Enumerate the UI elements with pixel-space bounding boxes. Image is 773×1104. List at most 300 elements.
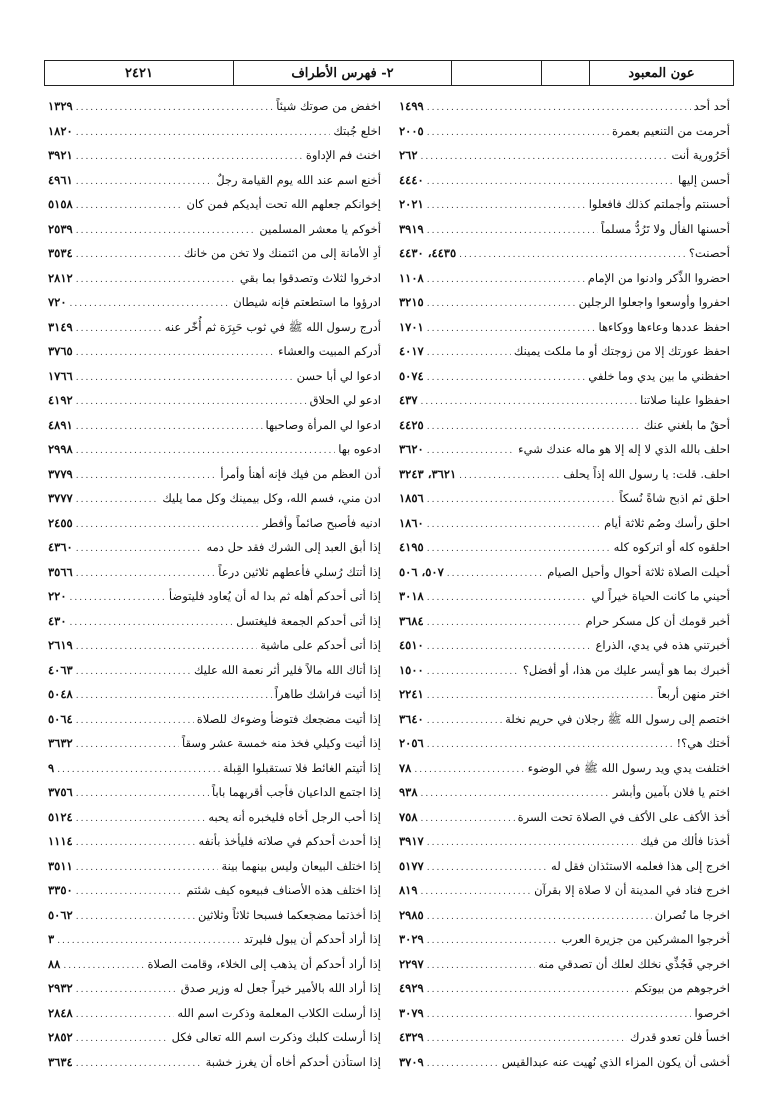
entry-ref-number: ٢٨٥٢ xyxy=(48,1030,73,1044)
entry-text: ادنيه فأصبح صائماً وأفطر xyxy=(262,515,381,530)
entry-text: أحصنت؟ xyxy=(688,246,730,260)
index-entry xyxy=(399,756,730,781)
entry-ref-number: ١٥٠٠ xyxy=(399,662,424,677)
index-entry xyxy=(48,315,381,340)
index-entry xyxy=(48,168,381,193)
entry-text: إذا أراد أحدكم أن يذهب إلى الخلاء، وقامت الصلاة xyxy=(147,956,381,971)
dot-leader xyxy=(76,684,272,707)
entry-text: أحسنتم وأجملتم كذلك فافعلوا xyxy=(588,197,730,211)
entry-text: احفظ عورتك إلا من زوجتك أو ما ملكت يمينك xyxy=(513,344,730,358)
entry-text: اختلفت يدي ويد رسول الله ﷺ في الوضوء xyxy=(527,760,730,775)
entry-ref-number: ٣٥١١ xyxy=(48,858,73,873)
entry-ref-number: ٣٠٢٩ xyxy=(399,932,424,946)
index-entry xyxy=(48,511,381,536)
dot-leader xyxy=(76,513,260,536)
entry-text: إذا أتتك رُسلي فأعطهم ثلاثين درعاً xyxy=(218,564,381,579)
index-entry xyxy=(48,805,381,830)
entry-ref-number: ٤٩٢٩ xyxy=(399,981,424,995)
dot-leader xyxy=(76,1027,169,1050)
index-entry xyxy=(48,976,381,1001)
dot-leader xyxy=(427,439,515,462)
entry-ref-number: ١١٠٨ xyxy=(399,270,424,285)
dot-leader xyxy=(76,341,275,364)
entry-ref-number: ٤٩٦١ xyxy=(48,172,73,187)
dot-leader xyxy=(76,366,294,389)
entry-ref-number: ٣٧٥٦ xyxy=(48,785,73,799)
entry-text: اختر منهن أربعاً xyxy=(657,687,730,701)
entry-text: ادرؤوا ما استطعتم فإنه شيطان xyxy=(233,295,381,309)
index-entry xyxy=(48,903,381,928)
entry-text: أخذ الأكف على الأكف في الصلاة تحت السرة xyxy=(517,809,730,824)
entry-ref-number: ٣١٤٩ xyxy=(48,319,73,334)
entry-text: إذا اختلف البيعان وليس بينهما بينة xyxy=(221,858,381,873)
dot-leader xyxy=(427,733,674,756)
dot-leader xyxy=(427,341,511,364)
entry-text: أخبر قومك أن كل مسكر حرام xyxy=(585,613,730,628)
index-entry xyxy=(399,290,730,315)
index-entry xyxy=(48,560,381,585)
index-entry xyxy=(48,829,381,854)
entry-text: ادعو لي الحلاق xyxy=(309,393,381,407)
index-entry xyxy=(399,707,730,732)
entry-text: احلقوه كله أو اتركوه كله xyxy=(613,540,730,554)
page-number: ٢٤٢١ xyxy=(125,65,153,81)
index-entry xyxy=(48,486,381,511)
entry-text: إذا أتى أحدكم على ماشية xyxy=(260,638,381,652)
entry-text: احفظوا علينا صلاتنا xyxy=(640,393,730,407)
index-entry xyxy=(48,192,381,217)
dot-leader xyxy=(76,317,162,340)
entry-ref-number: ٤٣٧ xyxy=(399,393,418,407)
entry-text: احلف بالله الذي لا إله إلا هو ماله عندك شيء xyxy=(518,442,730,456)
index-entry xyxy=(399,854,730,879)
dot-leader xyxy=(427,121,609,144)
dot-leader xyxy=(427,856,548,879)
entry-ref-number: ٤٣٦٠ xyxy=(48,540,73,554)
index-entry xyxy=(399,976,730,1001)
index-entry xyxy=(48,1001,381,1026)
entry-text: ادعوا لي أبا حسن xyxy=(296,368,381,383)
right-column xyxy=(389,94,734,1074)
dot-leader xyxy=(76,464,218,487)
dot-leader xyxy=(57,758,220,781)
entry-text: أختك هي؟! xyxy=(676,736,730,750)
index-entry xyxy=(399,94,730,119)
entry-text: أخرجوا المشركين من جزيرة العرب xyxy=(561,932,730,946)
entry-ref-number: ٢٦١٩ xyxy=(48,638,73,652)
entry-ref-number: ٣٥٦٦ xyxy=(48,564,73,579)
dot-leader xyxy=(76,537,204,560)
dot-leader xyxy=(421,807,515,830)
dot-leader xyxy=(76,635,258,658)
index-entry xyxy=(48,266,381,291)
dot-leader xyxy=(76,831,196,854)
entry-ref-number: ٢٠٥٦ xyxy=(399,736,424,750)
dot-leader xyxy=(427,978,632,1001)
entry-text: أدركم المبيت والعشاء xyxy=(278,344,381,358)
index-entry xyxy=(399,1001,730,1026)
index-entry xyxy=(399,217,730,242)
entry-text: احفظني ما بين يدي وما خلفي xyxy=(588,368,730,383)
index-entry xyxy=(48,388,381,413)
index-entry xyxy=(399,584,730,609)
dot-leader xyxy=(63,954,144,977)
entry-text: أدِ الأمانة إلى من ائتمنك ولا تخن من خانك xyxy=(183,246,381,260)
index-entry xyxy=(399,315,730,340)
dot-leader xyxy=(76,1052,203,1075)
entry-ref-number: ١٧٦٦ xyxy=(48,368,73,383)
entry-ref-number: ٣٠١٨ xyxy=(399,589,424,603)
entry-ref-number: ٩ xyxy=(48,760,55,775)
index-columns xyxy=(44,94,734,1074)
entry-ref-number: ٢٠٠٥ xyxy=(399,123,424,138)
dot-leader xyxy=(427,1052,499,1075)
entry-ref-number: ٥٠٧، ٥٠٦ xyxy=(399,564,444,579)
index-entry xyxy=(48,854,381,879)
index-entry xyxy=(399,780,730,805)
entry-ref-number: ٥١٧٧ xyxy=(399,858,424,873)
entry-text: أحيني ما كانت الحياة خيراً لي xyxy=(591,589,730,603)
index-entry xyxy=(48,535,381,560)
index-entry xyxy=(399,731,730,756)
entry-ref-number: ٢٩٩٨ xyxy=(48,442,73,456)
index-entry xyxy=(399,829,730,854)
entry-ref-number: ٨١٩ xyxy=(399,883,418,897)
dot-leader xyxy=(447,562,544,585)
entry-text: احلق رأسك وصُم ثلاثة أيام xyxy=(604,515,730,530)
dot-leader xyxy=(76,415,263,438)
entry-ref-number: ٣٦٢٠ xyxy=(399,442,424,456)
index-entry xyxy=(399,364,730,389)
entry-text: اخرجوهم من بيوتكم xyxy=(634,981,730,995)
entry-text: أحسن إليها xyxy=(678,172,730,187)
entry-ref-number: ٧٢٠ xyxy=(48,295,67,309)
left-column xyxy=(44,94,389,1074)
entry-ref-number: ٢٢٤١ xyxy=(399,687,424,701)
entry-text: ادخروا لثلاث وتصدقوا بما بقي xyxy=(239,270,381,285)
header-blank-cell xyxy=(541,61,589,85)
entry-text: إذا أرسلت الكلاب المعلمة وذكرت اسم الله xyxy=(177,1005,381,1020)
entry-ref-number: ١٨٥٦ xyxy=(399,491,424,505)
dot-leader xyxy=(76,194,184,217)
dot-leader xyxy=(76,439,335,462)
index-entry xyxy=(48,290,381,315)
index-entry xyxy=(399,462,730,487)
index-entry xyxy=(399,119,730,144)
entry-text: اخسأ فلن تعدو قدرك xyxy=(630,1030,730,1044)
entry-ref-number: ٣٣٥٠ xyxy=(48,883,73,897)
entry-ref-number: ٢٥٣٩ xyxy=(48,221,73,236)
dot-leader xyxy=(76,170,213,193)
entry-ref-number: ٣٠٧٩ xyxy=(399,1005,424,1020)
entry-ref-number: ٣٧٦٥ xyxy=(48,344,73,358)
index-entry xyxy=(48,633,381,658)
entry-ref-number: ٢٩٣٢ xyxy=(48,981,73,995)
dot-leader xyxy=(427,513,601,536)
entry-ref-number: ١٨٢٠ xyxy=(48,123,73,138)
entry-text: إذا أتيت فراشك طاهراً xyxy=(274,687,381,701)
dot-leader xyxy=(70,292,231,315)
header-blank-cell xyxy=(451,61,541,85)
entry-text: إذا أحب الرجل أخاه فليخبره أنه يحبه xyxy=(208,809,381,824)
index-entry xyxy=(399,903,730,928)
dot-leader xyxy=(427,831,637,854)
index-entry xyxy=(399,633,730,658)
entry-text: أدن العظم من فيك فإنه أهنأ وأمرأ xyxy=(220,466,381,481)
entry-text: إذا أتيتم الغائط فلا تستقبلوا القِبلة xyxy=(222,760,381,775)
dot-leader xyxy=(76,782,209,805)
entry-ref-number: ٢٨٤٨ xyxy=(48,1005,73,1020)
index-entry xyxy=(48,119,381,144)
entry-ref-number: ٧٨ xyxy=(399,760,412,775)
entry-text: اخرج فناد في المدينة أن لا صلاة إلا بقرآن xyxy=(534,883,730,897)
entry-ref-number: ٣٩١٧ xyxy=(399,834,424,848)
dot-leader xyxy=(427,684,655,707)
dot-leader xyxy=(427,415,641,438)
index-entry xyxy=(399,560,730,585)
entry-text: أخنع اسم عند الله يوم القيامة رجلٌ xyxy=(216,172,381,187)
dot-leader xyxy=(427,586,589,609)
index-entry xyxy=(48,927,381,952)
entry-text: إذا اختلف هذه الأصناف فبيعوه كيف شئتم xyxy=(186,883,381,897)
dot-leader xyxy=(76,807,206,830)
index-entry xyxy=(48,462,381,487)
entry-text: إذا أبق العبد إلى الشرك فقد حل دمه xyxy=(206,540,381,554)
dot-leader xyxy=(427,905,652,928)
index-entry xyxy=(48,952,381,977)
dot-leader xyxy=(427,170,675,193)
dot-leader xyxy=(414,758,524,781)
index-entry xyxy=(399,682,730,707)
entry-ref-number: ٤٠٦٣ xyxy=(48,662,73,677)
dot-leader xyxy=(427,954,536,977)
entry-ref-number: ٣ xyxy=(48,932,55,946)
index-entry xyxy=(399,388,730,413)
index-entry xyxy=(399,805,730,830)
index-entry xyxy=(48,682,381,707)
entry-ref-number: ٣٢١٥ xyxy=(399,295,424,309)
entry-ref-number: ٤٣٠ xyxy=(48,613,67,628)
entry-ref-number: ٣٦٢١، ٣٢٤٣ xyxy=(399,466,457,481)
entry-text: اخرجا ما تُصران xyxy=(654,907,730,922)
book-title: عون المعبود xyxy=(589,61,733,85)
entry-text: اخرجي فَجُذِّي نخلك لعلك أن تصدقي منه xyxy=(538,956,730,971)
entry-ref-number: ٤١٩٢ xyxy=(48,393,73,407)
index-entry xyxy=(399,437,730,462)
entry-ref-number: ٢٨١٢ xyxy=(48,270,73,285)
dot-leader xyxy=(427,929,559,952)
entry-text: احفروا وأوسعوا واجعلوا الرجلين xyxy=(578,295,730,309)
dot-leader xyxy=(427,268,585,291)
dot-leader xyxy=(76,709,194,732)
index-entry xyxy=(48,731,381,756)
entry-text: احلق ثم اذبح شاةً نُسكاً xyxy=(619,491,730,505)
entry-ref-number: ٤٤٤٠ xyxy=(399,172,424,187)
entry-ref-number: ٥١٢٤ xyxy=(48,809,73,824)
entry-text: إذا اجتمع الداعيان فأجب أقربهما باباً xyxy=(211,785,381,799)
index-entry xyxy=(399,1025,730,1050)
index-entry xyxy=(399,878,730,903)
entry-ref-number: ٣٩١٩ xyxy=(399,221,424,236)
index-entry xyxy=(48,1050,381,1075)
entry-text: ادعوه بها xyxy=(338,442,381,456)
entry-text: أخبرتني هذه في يدي، الذراع xyxy=(595,638,730,652)
index-entry xyxy=(399,1050,730,1075)
dot-leader xyxy=(459,243,686,266)
entry-text: احفظ عددها وعاءها ووكاءها xyxy=(598,319,730,334)
index-entry xyxy=(399,168,730,193)
index-entry xyxy=(48,756,381,781)
entry-ref-number: ٢٠٢١ xyxy=(399,197,424,211)
index-entry xyxy=(399,143,730,168)
dot-leader xyxy=(421,145,669,168)
entry-ref-number: ٤٨٩١ xyxy=(48,417,73,432)
dot-leader xyxy=(76,121,331,144)
entry-text: أخوكم يا معشر المسلمين xyxy=(259,221,381,236)
entry-ref-number: ١٧٠١ xyxy=(399,319,424,334)
index-entry xyxy=(48,339,381,364)
entry-text: إذا أحدث أحدكم في صلاته فليأخذ بأنفه xyxy=(198,834,381,848)
dot-leader xyxy=(76,978,178,1001)
entry-ref-number: ٣٦٤٠ xyxy=(399,711,424,726)
dot-leader xyxy=(76,488,160,511)
entry-ref-number: ٢٢٩٧ xyxy=(399,956,424,971)
index-entry xyxy=(48,780,381,805)
index-entry xyxy=(399,266,730,291)
entry-text: إذا أخذتما مضجعكما فسبحا ثلاثاً وثلاثين xyxy=(197,907,381,922)
dot-leader xyxy=(76,562,216,585)
dot-leader xyxy=(427,709,502,732)
dot-leader xyxy=(421,880,532,903)
entry-text: أخذنا فألك من فيك xyxy=(640,834,730,848)
dot-leader xyxy=(427,292,576,315)
index-entry xyxy=(48,609,381,634)
dot-leader xyxy=(459,464,560,487)
index-entry xyxy=(399,535,730,560)
entry-ref-number: ٤٥١٠ xyxy=(399,638,424,652)
dot-leader xyxy=(427,366,586,389)
entry-text: إخوانكم جعلهم الله تحت أيديكم فمن كان xyxy=(186,197,381,211)
dot-leader xyxy=(70,611,234,634)
entry-text: اخرصوا xyxy=(694,1005,730,1020)
entry-ref-number: ٥٠٤٨ xyxy=(48,687,73,701)
entry-text: إذا أتاك الله مالاً فلير أثر نعمة الله عليك xyxy=(194,662,381,677)
entry-text: إذا أتيت وكيلي فخذ منه خمسة عشر وسقاً xyxy=(181,736,381,750)
dot-leader xyxy=(427,1003,692,1026)
dot-leader xyxy=(421,390,638,413)
index-entry xyxy=(48,878,381,903)
entry-text: اخفض من صوتك شيئاً xyxy=(276,99,381,113)
entry-text: اخلع جُبتك xyxy=(333,123,381,138)
entry-ref-number: ٢٢٠ xyxy=(48,589,67,603)
entry-ref-number: ٤١٩٥ xyxy=(399,540,424,554)
page-header xyxy=(44,60,734,86)
entry-ref-number: ٣٧٠٩ xyxy=(399,1054,424,1069)
dot-leader xyxy=(427,660,520,683)
index-entry xyxy=(399,658,730,683)
index-entry xyxy=(48,437,381,462)
index-entry xyxy=(399,192,730,217)
dot-leader xyxy=(427,1027,627,1050)
dot-leader xyxy=(76,268,237,291)
entry-ref-number: ١٨٦٠ xyxy=(399,515,424,530)
entry-text: ادن مني، فسم الله، وكل بيمينك وكل مما يليك xyxy=(162,491,381,505)
entry-text: اخرج إلى هذا فعلمه الاستئذان فقل له xyxy=(551,858,730,873)
index-entry xyxy=(48,584,381,609)
index-entry xyxy=(48,217,381,242)
entry-text: أحرمت من التنعيم بعمرة xyxy=(611,123,730,138)
index-entry xyxy=(399,952,730,977)
entry-ref-number: ٥١٥٨ xyxy=(48,197,73,211)
section-title: ٢- فهرس الأطراف xyxy=(233,61,451,85)
entry-ref-number: ٨٨ xyxy=(48,956,61,971)
index-entry xyxy=(399,927,730,952)
entry-ref-number: ١٤٩٩ xyxy=(399,99,424,113)
entry-text: ادعوا لي المرأة وصاحبها xyxy=(265,417,381,432)
index-entry xyxy=(48,1025,381,1050)
entry-text: إذا أراد أحدكم أن يبول فليرتد xyxy=(243,932,381,946)
index-entry xyxy=(48,143,381,168)
entry-ref-number: ٣٩٢١ xyxy=(48,148,73,162)
dot-leader xyxy=(427,488,617,511)
entry-text: أدرج رسول الله ﷺ في ثوب حَبِرَة ثم أُخّر عنه xyxy=(164,319,381,334)
index-entry xyxy=(399,486,730,511)
dot-leader xyxy=(427,537,611,560)
dot-leader xyxy=(76,856,219,879)
entry-ref-number: ١٣٢٩ xyxy=(48,99,73,113)
entry-text: اخنث فم الإداوة xyxy=(305,148,381,162)
dot-leader xyxy=(76,1003,175,1026)
entry-text: اختم يا فلان بآمين وأبشر xyxy=(612,785,730,799)
index-entry xyxy=(48,241,381,266)
entry-text: أحد أحد xyxy=(693,99,730,113)
dot-leader xyxy=(427,194,586,217)
entry-text: أحَرُورية أنت xyxy=(671,148,730,162)
entry-ref-number: ٤٤٣٥، ٤٤٣٠ xyxy=(399,246,457,260)
entry-ref-number: ٣٧٧٧ xyxy=(48,491,73,505)
dot-leader xyxy=(427,219,598,242)
index-entry xyxy=(399,413,730,438)
dot-leader xyxy=(70,586,166,609)
dot-leader xyxy=(427,611,583,634)
entry-ref-number: ٩٣٨ xyxy=(399,785,418,799)
dot-leader xyxy=(76,219,257,242)
entry-ref-number: ٤٣٢٩ xyxy=(399,1030,424,1044)
entry-ref-number: ٥٠٦٤ xyxy=(48,711,73,726)
entry-text: إذا استأذن أحدكم أخاه أن يغرز خشبة xyxy=(205,1054,381,1069)
entry-text: إذا أتى أحدكم الجمعة فليغتسل xyxy=(236,613,381,628)
dot-leader xyxy=(76,660,191,683)
entry-ref-number: ٣٦٣٢ xyxy=(48,736,73,750)
entry-ref-number: ١١١٤ xyxy=(48,834,73,848)
entry-text: اختصم إلى رسول الله ﷺ رجلان في حريم نخلة xyxy=(505,711,730,726)
index-entry xyxy=(48,658,381,683)
dot-leader xyxy=(76,905,195,928)
dot-leader xyxy=(427,317,596,340)
entry-text: أحيلت الصلاة ثلاثة أحوال وأحيل الصيام xyxy=(547,564,730,579)
index-entry xyxy=(399,241,730,266)
index-entry xyxy=(399,339,730,364)
entry-text: أخبرك بما هو أيسر عليك من هذا، أو أفضل؟ xyxy=(522,662,730,677)
index-entry xyxy=(399,609,730,634)
entry-ref-number: ٥٠٧٤ xyxy=(399,368,424,383)
dot-leader xyxy=(76,880,184,903)
index-entry xyxy=(48,413,381,438)
entry-text: أحقٌ ما بلغني عنك xyxy=(643,417,730,432)
dot-leader xyxy=(57,929,241,952)
entry-text: أخشى أن يكون المزاء الذي نُهيت عنه عبدالقيس xyxy=(501,1054,730,1069)
entry-ref-number: ٣٦٨٤ xyxy=(399,613,424,628)
